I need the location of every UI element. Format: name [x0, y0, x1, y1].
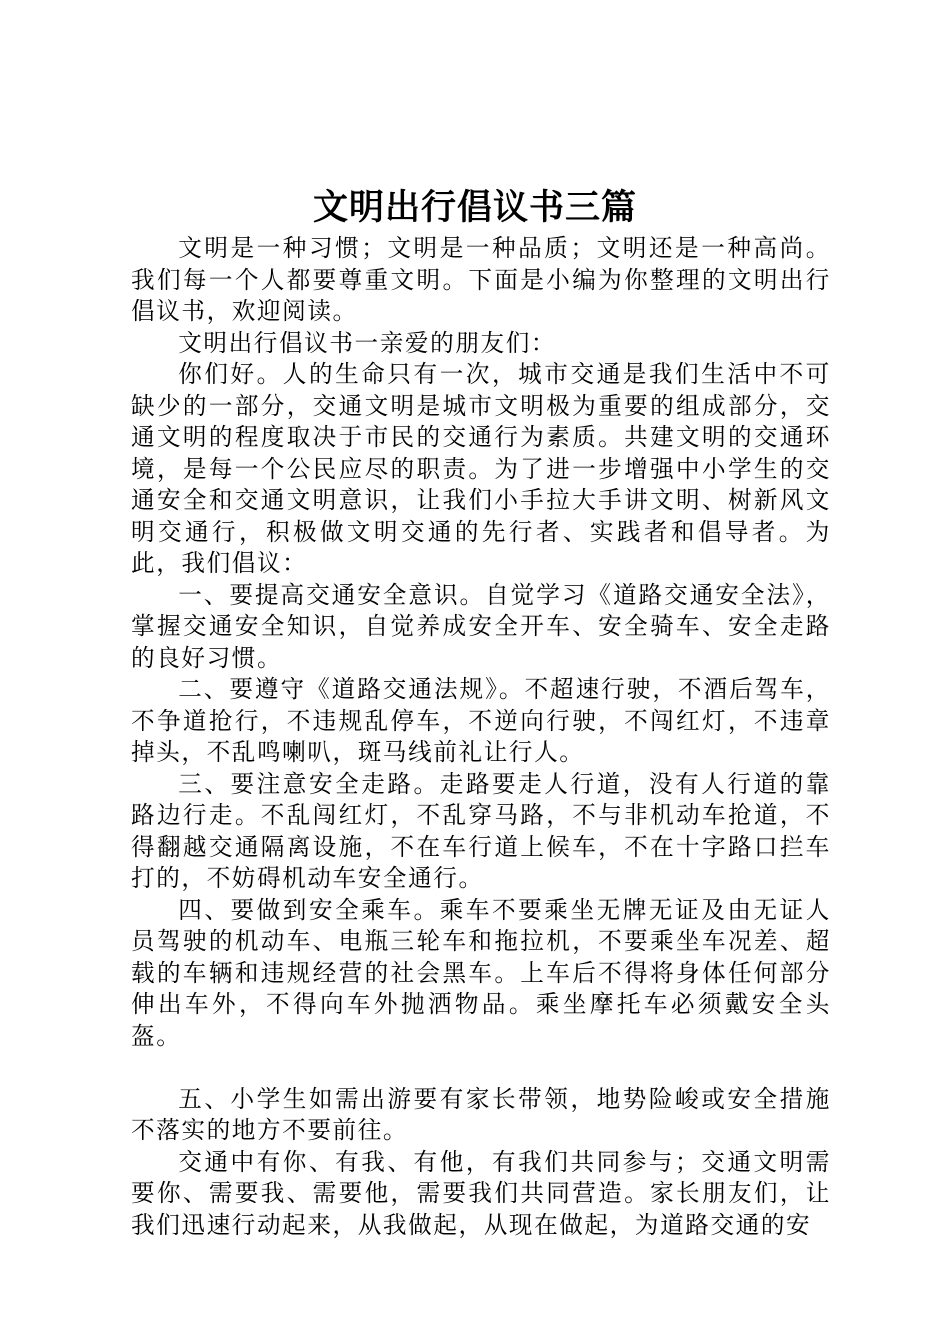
- document-body: [131, 233, 831, 1241]
- paragraph-greeting: 你们好。人的生命只有一次，城市交通是我们生活中不可缺少的一部分，交通文明是城市文明极为重要的组成部分，交通文明的程度取决于市民的交通行为素质。共建文明的交通环境，是每一个公民应尽的职责。为了进一步增强中小学生的交通安全和交通文明意识，让我们小手拉大手讲文明、树新风文明交通行，积极做文明交通的先行者、实践者和倡导者。为此，我们倡议：: [131, 360, 831, 577]
- paragraph-item-5: 五、小学生如需出游要有家长带领，地势险峻或安全措施不落实的地方不要前往。: [131, 1084, 831, 1144]
- paragraph-item-4: 四、要做到安全乘车。乘车不要乘坐无牌无证及由无证人员驾驶的机动车、电瓶三轮车和拖拉机，不要乘坐车况差、超载的车辆和违规经营的社会黑车。上车后不得将身体任何部分伸出车外，不得向车外抛洒物品。乘坐摩托车必须戴安全头盔。: [131, 895, 831, 1050]
- paragraph-item-2: 二、要遵守《道路交通法规》。不超速行驶，不酒后驾车，不争道抢行，不违规乱停车，不逆向行驶，不闯红灯，不违章掉头，不乱鸣喇叭，斑马线前礼让行人。: [131, 675, 831, 766]
- paragraph-item-1: 一、要提高交通安全意识。自觉学习《道路交通安全法》，掌握交通安全知识，自觉养成安全开车、安全骑车、安全走路的良好习惯。: [131, 580, 831, 672]
- document-title: 文明出行倡议书三篇: [312, 188, 637, 228]
- paragraph-intro: 文明是一种习惯；文明是一种品质；文明还是一种高尚。我们每一个人都要尊重文明。下面是小编为你整理的文明出行倡议书，欢迎阅读。: [131, 234, 831, 325]
- paragraph-item-3: 三、要注意安全走路。走路要走人行道，没有人行道的靠路边行走。不乱闯红灯，不乱穿马路，不与非机动车抢道，不得翻越交通隔离设施，不在车行道上候车，不在十字路口拦车打的，不妨碍机动车安全通行。: [131, 769, 831, 892]
- paragraph-closing: 交通中有你、有我、有他，有我们共同参与；交通文明需要你、需要我、需要他，需要我们共同营造。家长朋友们，让我们迅速行动起来，从我做起，从现在做起，为道路交通的安: [131, 1147, 831, 1239]
- paragraph-salutation: 文明出行倡议书一亲爱的朋友们：: [178, 328, 557, 357]
